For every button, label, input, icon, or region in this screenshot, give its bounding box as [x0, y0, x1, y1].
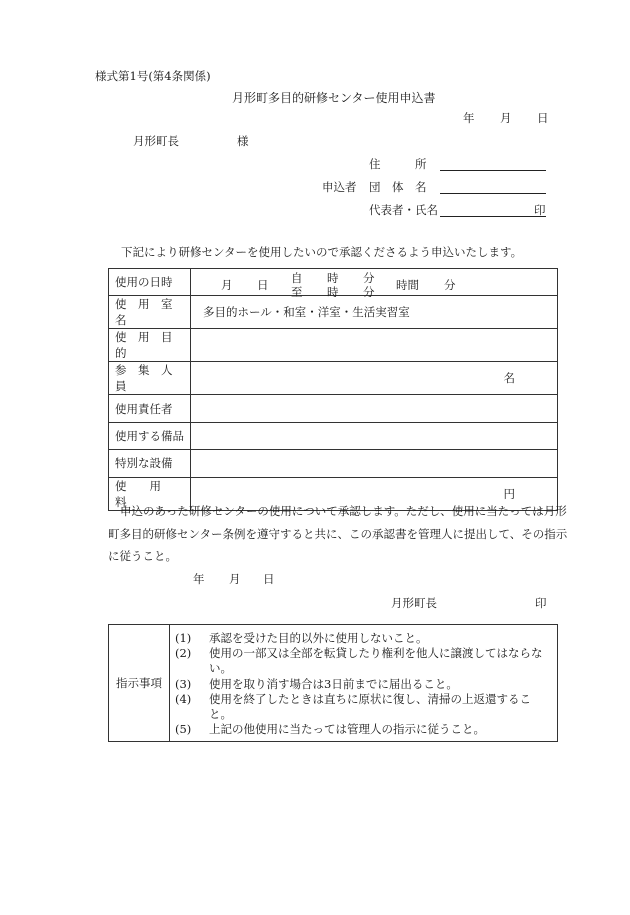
label-fee: 使 用 料	[109, 477, 191, 510]
instruction-number: (4)	[175, 691, 192, 706]
fee-unit: 円	[503, 486, 515, 501]
date-day: 日	[537, 111, 549, 125]
dt-from-hour: 時	[327, 271, 339, 285]
label-datetime: 使用の日時	[109, 269, 191, 296]
dt-to-minute: 分	[363, 285, 375, 299]
dt-from-minute: 分	[363, 271, 375, 285]
label-facilities: 特別な設備	[109, 450, 191, 477]
applicant-seal: 印	[534, 203, 546, 217]
address-label: 住 所	[369, 157, 427, 171]
label-responsible: 使用責任者	[109, 395, 191, 422]
addressee-name: 月形町長	[133, 134, 179, 148]
label-room: 使 用 室 名	[109, 296, 191, 329]
approval-seal: 印	[535, 596, 547, 610]
approval-year: 年	[193, 572, 205, 586]
instruction-number: (2)	[175, 646, 192, 661]
facilities-field[interactable]	[191, 450, 558, 477]
room-value[interactable]: 多目的ホール・和室・洋室・生活実習室	[191, 296, 558, 329]
row-responsible	[109, 395, 558, 422]
instruction-item	[175, 646, 551, 676]
address-field[interactable]	[440, 158, 546, 171]
applicant-label: 申込者	[322, 180, 357, 194]
date-year: 年	[463, 111, 475, 125]
dt-day: 日	[257, 278, 269, 292]
instruction-text: 使用を取り消す場合は3日前までに届出ること。	[209, 676, 458, 691]
row-purpose	[109, 329, 558, 362]
form-number: 様式第1号(第4条関係)	[95, 69, 211, 83]
instructions-list	[175, 631, 551, 737]
instructions-label: 指示事項	[109, 625, 170, 741]
instruction-item	[175, 677, 551, 692]
date-month: 月	[500, 111, 512, 125]
equipment-field[interactable]	[191, 422, 558, 449]
usage-table	[108, 268, 558, 511]
dt-hours: 時間	[396, 278, 419, 292]
approval-text: 申込のあった研修センターの使用について承認します。ただし、使用に当たっては月形町多目的研修センター条例を遵守すると共に、この承認書を管理人に提出して、その指示に従うこと。	[108, 504, 568, 563]
row-facilities	[109, 450, 558, 477]
row-attendees	[109, 362, 558, 395]
purpose-field[interactable]	[191, 329, 558, 362]
form-title: 月形町多目的研修センター使用申込書	[232, 91, 436, 105]
group-name-label: 団 体 名	[369, 180, 427, 194]
instructions-box	[108, 624, 558, 742]
instruction-text: 承認を受けた目的以外に使用しないこと。	[209, 631, 428, 645]
instruction-item	[175, 692, 551, 722]
dt-from: 自	[291, 271, 303, 285]
instruction-number: (5)	[175, 722, 192, 737]
approval-month: 月	[229, 572, 241, 586]
addressee-honorific: 様	[237, 134, 249, 148]
attendees-unit: 名	[503, 371, 515, 386]
row-room	[109, 296, 558, 329]
row-datetime	[109, 269, 558, 296]
intro-text: 下記により研修センターを使用したいので承認くださるよう申込いたします。	[121, 245, 523, 259]
representative-field[interactable]	[440, 204, 546, 217]
label-purpose: 使 用 目 的	[109, 329, 191, 362]
instruction-item	[175, 631, 551, 646]
dt-to: 至	[291, 285, 303, 299]
label-attendees: 参 集 人 員	[109, 362, 191, 395]
dt-to-hour: 時	[327, 285, 339, 299]
row-equipment	[109, 422, 558, 449]
attendees-field[interactable]	[191, 362, 558, 395]
instruction-item	[175, 722, 551, 737]
representative-label: 代表者・氏名	[369, 203, 438, 217]
instruction-text: 使用の一部又は全部を転貸したり権利を他人に譲渡してはならない。	[209, 646, 543, 676]
dt-minutes: 分	[444, 278, 456, 292]
instruction-number: (3)	[175, 676, 192, 691]
approval-issuer: 月形町長	[391, 596, 437, 610]
approval-day: 日	[263, 572, 275, 586]
dt-month: 月	[221, 278, 233, 292]
responsible-field[interactable]	[191, 395, 558, 422]
group-name-field[interactable]	[440, 181, 546, 194]
datetime-cell[interactable]	[191, 269, 558, 299]
instruction-text: 上記の他使用に当たっては管理人の指示に従うこと。	[209, 722, 485, 737]
instruction-text: 使用を終了したときは直ちに原状に復し、清掃の上返還すること。	[209, 691, 531, 722]
instruction-number: (1)	[175, 631, 192, 645]
label-equipment: 使用する備品	[109, 422, 191, 449]
